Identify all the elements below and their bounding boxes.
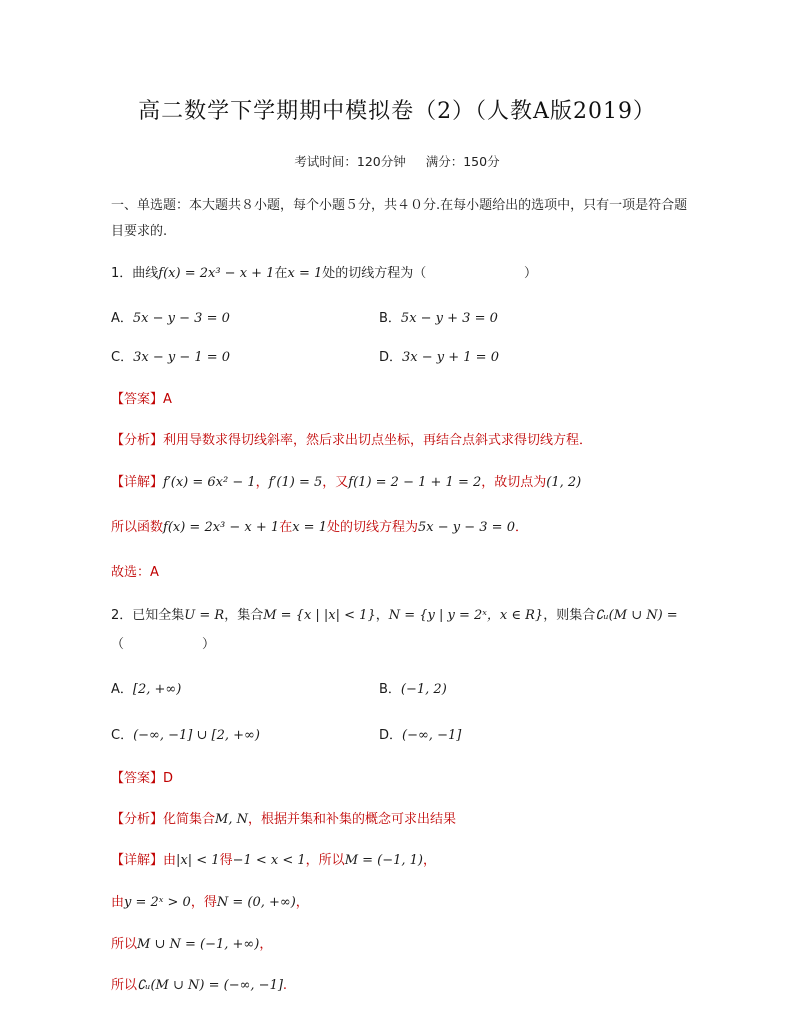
detail-text: 所以	[111, 978, 138, 993]
page-title: 高二数学下学期期中模拟卷（2）（人教A版2019）	[138, 99, 656, 124]
answer-value: A	[163, 392, 172, 407]
analysis-text: ，根据并集和补集的概念可求出结果	[247, 812, 456, 827]
detail-math: f(1) = 2 − 1 + 1 = 2	[348, 475, 482, 490]
detail-text: ，得	[190, 895, 217, 910]
detail-math: y = 2ˣ > 0	[124, 895, 191, 910]
q2-math: M = {x | |x| < 1}	[263, 608, 376, 623]
q1-conclusion	[111, 516, 528, 535]
q1-stem-close: ）	[524, 266, 538, 281]
detail-math: (1, 2)	[546, 475, 582, 490]
detail-text: 得	[219, 853, 233, 868]
option-text: (−∞, −1] ∪ [2, +∞)	[133, 728, 260, 743]
q1-point: x = 1	[287, 266, 323, 281]
q1-option-b	[379, 307, 498, 326]
q1-option-c	[111, 346, 230, 365]
answer-tag: 【答案】	[111, 771, 164, 786]
detail-tag: 【详解】	[111, 853, 164, 868]
q2-detail-line-4	[111, 974, 287, 993]
detail-math: f′(1) = 5	[268, 475, 323, 490]
q2-stem-text: ，集合	[224, 608, 264, 623]
concl-math: x = 1	[292, 520, 327, 535]
option-text: (−∞, −1]	[402, 728, 462, 743]
detail-math: N = (0, +∞)	[216, 895, 296, 910]
concl-text: 处的切线方程为	[326, 520, 418, 535]
q1-option-d	[379, 346, 499, 365]
option-text: [2, +∞)	[132, 682, 182, 697]
option-label: B．	[379, 311, 401, 326]
detail-text: 由	[111, 895, 125, 910]
detail-math: f′(x) = 6x² − 1	[163, 475, 256, 490]
q1-detail	[111, 471, 581, 490]
exam-time: 考试时间：120分钟	[294, 154, 406, 169]
detail-tag: 【详解】	[111, 475, 164, 490]
detail-math: ∁ᵤ(M ∪ N) = (−∞, −1]	[137, 978, 283, 993]
option-label: A．	[111, 682, 133, 697]
detail-text: ，	[255, 475, 269, 490]
option-label: C．	[111, 350, 134, 365]
option-text: 5x − y − 3 = 0	[132, 311, 230, 326]
q2-math: N = {y | y = 2ˣ，x ∈ R}	[388, 608, 544, 623]
option-label: A．	[111, 311, 133, 326]
option-text: (−1, 2)	[400, 682, 447, 697]
concl-math: 5x − y − 3 = 0	[418, 520, 515, 535]
analysis-text: 化简集合	[163, 812, 216, 827]
option-text: 5x − y + 3 = 0	[400, 311, 498, 326]
detail-math: M = (−1, 1)	[344, 853, 423, 868]
q2-detail-line-1	[111, 849, 436, 868]
q2-analysis	[111, 808, 456, 827]
q2-stem-paren: （ ）	[111, 637, 216, 652]
q1-answer	[111, 388, 172, 407]
q2-detail-line-3	[111, 933, 272, 952]
detail-text: ，	[259, 937, 273, 952]
exam-meta	[0, 152, 794, 170]
q2-option-c	[111, 724, 260, 743]
concl-text: 在	[279, 520, 293, 535]
q2-math: U = R	[184, 608, 225, 623]
option-label: B．	[379, 682, 401, 697]
question-2-stem	[111, 604, 678, 623]
detail-text: 由	[163, 853, 177, 868]
concl-text: 所以函数	[111, 520, 164, 535]
q1-choose: 故选：A	[111, 565, 159, 580]
q2-option-a	[111, 678, 181, 697]
q2-answer	[111, 767, 173, 786]
analysis-tag: 【分析】	[111, 812, 164, 827]
q1-stem-text-2: 在	[274, 266, 288, 281]
option-label: D．	[379, 350, 403, 365]
exam-score: 满分：150分	[425, 154, 500, 169]
detail-text: ，	[423, 853, 437, 868]
q1-option-a	[111, 307, 230, 326]
q2-option-d	[379, 724, 461, 743]
concl-text: ．	[514, 520, 528, 535]
q2-option-b	[379, 678, 447, 697]
q1-analysis	[111, 429, 592, 448]
option-text: 3x − y + 1 = 0	[402, 350, 499, 365]
detail-math: |x| < 1	[176, 853, 220, 868]
q2-stem-text: ，则集合	[543, 608, 596, 623]
q2-math: ∁ᵤ(M ∪ N) =	[595, 608, 678, 623]
q2-detail-line-2	[111, 891, 309, 910]
q1-function: f(x) = 2x³ − x + 1	[158, 266, 275, 281]
section-heading: 一、单选题：本大题共８小题，每个小题５分，共４０分.在每小题给出的选项中，只有一项是符合题目要求的.	[111, 198, 688, 239]
question-1-stem	[111, 262, 426, 281]
detail-math: M ∪ N = (−1, +∞)	[137, 937, 260, 952]
detail-text: 所以	[111, 937, 138, 952]
q2-stem-text: 2．已知全集	[111, 608, 185, 623]
concl-math: f(x) = 2x³ − x + 1	[163, 520, 280, 535]
detail-text: .	[282, 978, 288, 993]
answer-value: D	[163, 771, 174, 786]
detail-math: −1 < x < 1	[232, 853, 306, 868]
detail-text: ，	[295, 895, 309, 910]
option-label: D．	[379, 728, 403, 743]
analysis-math: M, N	[215, 812, 248, 827]
q2-stem-text: ，	[375, 608, 389, 623]
option-label: C．	[111, 728, 134, 743]
detail-text: ，故切点为	[481, 475, 547, 490]
q1-stem-text-3: 处的切线方程为（	[322, 266, 427, 281]
option-text: 3x − y − 1 = 0	[133, 350, 231, 365]
analysis-text: 利用导数求得切线斜率，然后求出切点坐标，再结合点斜式求得切线方程．	[163, 433, 593, 448]
analysis-tag: 【分析】	[111, 433, 164, 448]
q1-stem-text: 1．曲线	[111, 266, 159, 281]
detail-text: ，又	[322, 475, 349, 490]
answer-tag: 【答案】	[111, 392, 164, 407]
detail-text: ，所以	[305, 853, 345, 868]
